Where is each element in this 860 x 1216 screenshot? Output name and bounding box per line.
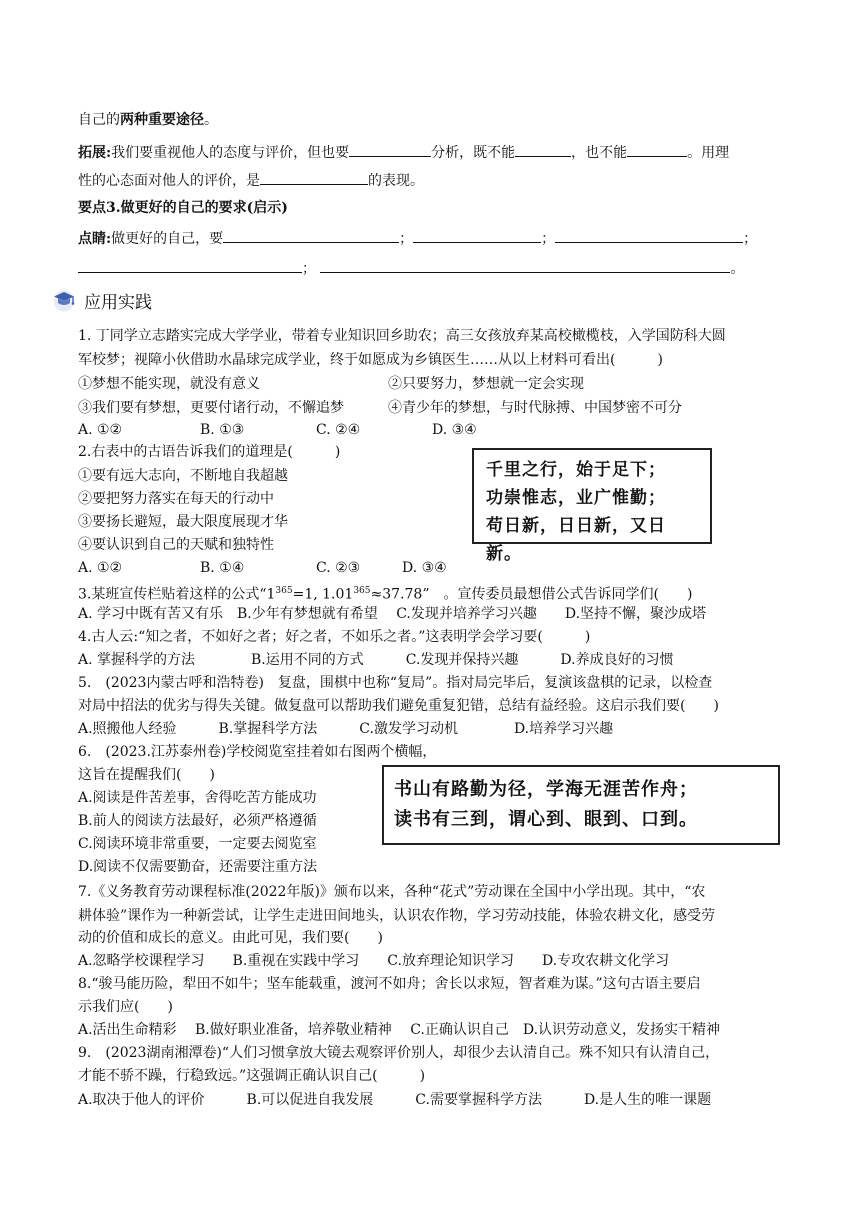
q1-option-d[interactable]: D. ③④ [432,422,477,438]
q9-stem: 9. (2023湖南湘潭卷)“人们习惯拿放大镜去观察评价别人，却很少去认清自己。殊不知只有认清自己， [78,1045,720,1061]
q7-stem: 动的价值和成长的意义。由此可见，我们要( ) [78,930,383,946]
q1-option-b[interactable]: B. ①③ [200,422,245,438]
expand-label: 拓展: [78,145,112,161]
q1-stem: 军校梦；视障小伙借助水晶球完成学业，终于如愿成为乡镇医生……从以上材料可看出( ) [78,352,663,368]
answer-blank[interactable] [223,228,399,243]
text-line: 自己的两种重要途径。 [78,112,218,128]
section-heading [52,287,152,313]
q6-stem: 6. (2023.江苏泰州卷)学校阅览室挂着如右图两个横幅， [78,744,437,760]
banner-line: 书山有路勤为径，学海无涯苦作舟； [394,779,698,800]
q1-statement: ①梦想不能实现，就没有意义 [78,376,260,392]
q5-stem: 5. (2023内蒙古呼和浩特卷) 复盘，围棋中也称“复局”。指对局完毕后，复演该盘棋的记录，以检查 [78,675,713,691]
answer-blank[interactable] [320,258,730,273]
q9-options[interactable]: A.取决于他人的评价 B.可以促进自我发展 C.需要掌握科学方法 D.是人生的唯一课题 [78,1092,712,1108]
q2-statement: ③要扬长避短，最大限度展现才华 [78,514,288,530]
q2-option-d[interactable]: D. ③④ [402,560,447,576]
answer-blank[interactable] [260,170,368,185]
q1-statement: ②只要努力，梦想就一定会实现 [388,376,584,392]
q2-option-a[interactable]: A. ①② [78,560,123,576]
q1-statement: ③我们要有梦想，更要付诸行动，不懈追梦 [78,400,344,416]
q8-stem: 8.“骏马能历险，犁田不如牛；坚车能载重，渡河不如舟；舍长以求短，智者难为谋。”这句古语主要启 [78,976,701,992]
q2-statement: ②要把努力落实在每天的行动中 [78,491,274,507]
q2-statement: ①要有远大志向，不断地自我超越 [78,468,288,484]
q6-option-a[interactable]: A.阅读是件苦差事，舍得吃苦方能成功 [78,790,317,806]
q6-stem: 这旨在提醒我们( ) [78,767,215,783]
proverb-box [472,448,712,564]
q7-options[interactable]: A.忽略学校课程学习 B.重视在实践中学习 C.放弃理论知识学习 D.专攻农耕文化学习 [78,953,670,969]
banner-line: 读书有三到，谓心到、眼到、口到。 [394,809,698,830]
q4-options[interactable]: A. 掌握科学的方法 B.运用不同的方式 C.发现并保持兴趣 D.养成良好的习惯 [78,652,674,668]
answer-blank[interactable] [413,228,541,243]
q7-stem: 7.《义务教育劳动课程标准(2022年版)》颁布以来，各种“花式”劳动课在全国中小学出现。其中，“农 [78,884,706,900]
q1-stem: 1. 丁同学立志踏实完成大学学业，带着专业知识回乡助农；高三女孩放弃某高校橄榄枝，入学国防科大圆 [78,328,726,344]
tip-line: 点睛:做更好的自己，要 ； ； ； [78,228,757,249]
q7-stem: 耕体验”课作为一种新尝试，让学生走进田间地头，认识农作物，学习劳动技能，体验农耕文化，感受劳 [78,908,716,924]
q2-stem: 2.右表中的古语告诉我们的道理是( ) [78,444,341,460]
expand-line: 拓展:我们要重视他人的态度与评价，但也要 分析，既不能 ，也不能 。用理 [78,142,729,163]
q5-stem: 对局中招法的优劣与得失关键。做复盘可以帮助我们避免重复犯错，总结有益经验。这启示我们要( ) [78,698,719,714]
proverb-line: 苟日新，日日新，又日新。 [486,516,666,564]
q2-option-c[interactable]: C. ②③ [316,560,361,576]
q8-stem: 示我们应( ) [78,999,173,1015]
tip-line-2: ； 。 [78,258,744,279]
proverb-line: 功崇惟志，业广惟勤； [486,488,666,508]
point3-title: 要点3.做更好的自己的要求(启示) [78,200,288,216]
answer-blank[interactable] [555,228,743,243]
answer-blank[interactable] [515,142,571,157]
q5-options[interactable]: A.照搬他人经验 B.掌握科学方法 C.激发学习动机 D.培养学习兴趣 [78,721,614,737]
tip-label: 点睛: [78,231,112,247]
answer-blank[interactable] [349,142,431,157]
q1-option-c[interactable]: C. ②④ [316,422,361,438]
q3-stem: 3.某班宣传栏贴着这样的公式“$1^{365}=1$, $1.01^{365}\approx 37.78$” 。宣传委员最想借公式告诉同学们( ) [78,586,693,603]
q6-option-c[interactable]: C.阅读环境非常重要，一定要去阅览室 [78,836,317,852]
expand-line-2: 性的心态面对他人的评价，是 的表现。 [78,170,424,191]
q6-option-b[interactable]: B.前人的阅读方法最好，必须严格遵循 [78,813,317,829]
q6-option-d[interactable]: D.阅读不仅需要勤奋，还需要注重方法 [78,859,318,875]
q4-stem: 4.古人云:“知之者，不如好之者；好之者，不如乐之者。”这表明学会学习要( ) [78,629,591,645]
q2-statement: ④要认识到自己的天赋和独特性 [78,537,274,553]
q1-option-a[interactable]: A. ①② [78,422,123,438]
answer-blank[interactable] [78,258,302,273]
q3-options[interactable]: A. 学习中既有苦又有乐 B.少年有梦想就有希望 C.发现并培养学习兴趣 D.坚持不懈，聚沙成塔 [78,606,707,622]
banner-box [382,765,780,845]
q9-stem: 才能不骄不躁，行稳致远。”这强调正确认识自己( ) [78,1068,426,1084]
proverb-line: 千里之行，始于足下； [486,460,666,480]
bold-phrase: 两种重要途径 [120,112,204,128]
section-title: 应用实践 [84,292,152,313]
graduation-cap-icon [52,288,76,312]
q1-statement: ④青少年的梦想，与时代脉搏、中国梦密不可分 [388,400,682,416]
q2-option-b[interactable]: B. ①④ [200,560,245,576]
answer-blank[interactable] [627,142,687,157]
q8-options[interactable]: A.活出生命精彩 B.做好职业准备，培养敬业精神 C.正确认识自己 D.认识劳动意义，发扬实干精神 [78,1022,721,1038]
